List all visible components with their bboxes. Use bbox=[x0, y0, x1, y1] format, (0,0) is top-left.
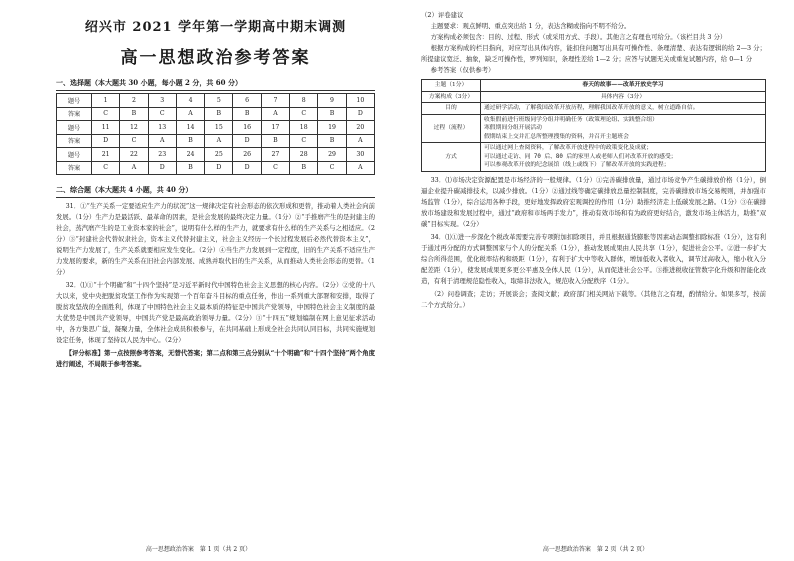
exam-title: 绍兴市 2021 学年第一学期高中期末调测 bbox=[84, 20, 347, 35]
answer-table-cell: 18 bbox=[290, 121, 318, 135]
answer-title: 高一思想政治参考答案 bbox=[120, 48, 311, 68]
parts-label: 方案构成（3分） bbox=[422, 91, 481, 103]
answer-table-cell: B bbox=[205, 107, 233, 121]
reference-label: 参考答案（仅供参考） bbox=[430, 66, 495, 74]
answer-table-cell: 5 bbox=[205, 94, 233, 108]
grading-heading: （2）评卷建议 bbox=[421, 11, 464, 19]
page-2 bbox=[397, 0, 794, 561]
answer-table-cell: 10 bbox=[346, 94, 374, 108]
goal-label: 目的 bbox=[422, 103, 481, 115]
answer-table-cell: B bbox=[290, 161, 318, 175]
answer-table-row-header: 题号 bbox=[57, 121, 92, 135]
answer-table-cell: 13 bbox=[148, 121, 176, 135]
answer-table-cell: A bbox=[346, 161, 374, 175]
form-value: 可以通过网上查阅资料，了解改革开放进程中的政策变化及成就； 可以通过走访、同 70 后、80 后的家里人或老师人们对改革开放的感受； 可以参观改革开放的纪念展馆（线上或线下）了解改革开放的实践进程； bbox=[481, 143, 766, 172]
answer-table-cell: 2 bbox=[120, 94, 148, 108]
answer-table-cell: C bbox=[290, 107, 318, 121]
answer-table-cell: 28 bbox=[290, 148, 318, 162]
answer-table-cell: C bbox=[318, 161, 346, 175]
answer-table-cell: 17 bbox=[261, 121, 289, 135]
page-footer: 高一思想政治答案 第 2 页（共 2 页） bbox=[542, 546, 649, 553]
answer-table-cell: 6 bbox=[233, 94, 261, 108]
answer-table-cell: 19 bbox=[318, 121, 346, 135]
section-multiple-choice-heading: 一、选择题（本大题共 30 小题，每小题 2 分，共 60 分） bbox=[56, 78, 375, 91]
answer-table-cell: 1 bbox=[92, 94, 120, 108]
answer-table-cell: B bbox=[176, 161, 204, 175]
scoring-note: 【评分标准】第一点按照参考答案，无替代答案；第二点和第三点分别从“十个明确”和“十四个坚持”两个角度进行阐述，不局限于参考答案。 bbox=[56, 349, 375, 368]
answer-table-row bbox=[57, 107, 375, 121]
answer-table-cell: B bbox=[318, 134, 346, 148]
answer-table-cell: 7 bbox=[261, 94, 289, 108]
answer-table-row bbox=[57, 161, 375, 175]
answer-table-cell: 21 bbox=[92, 148, 120, 162]
answer-table-cell: C bbox=[148, 107, 176, 121]
answer-table-cell: 27 bbox=[261, 148, 289, 162]
answer-table-cell: 24 bbox=[176, 148, 204, 162]
answer-table-cell: D bbox=[148, 161, 176, 175]
answer-table-cell: D bbox=[205, 161, 233, 175]
answer-table-cell: 20 bbox=[346, 121, 374, 135]
answer-table-row-header: 题号 bbox=[57, 94, 92, 108]
answer-table-cell: 9 bbox=[318, 94, 346, 108]
answer-table-cell: 14 bbox=[176, 121, 204, 135]
answer-table-cell: A bbox=[120, 161, 148, 175]
answer-table-cell: B bbox=[261, 134, 289, 148]
answer-table-cell: B bbox=[233, 107, 261, 121]
answer-table-cell: A bbox=[176, 107, 204, 121]
goal-value: 通过研学活动，了解我国改革开放历程，理解我国改革开放的意义，树立道路自信。 bbox=[481, 103, 766, 115]
answer-table-cell: C bbox=[290, 134, 318, 148]
answer-table-cell: A bbox=[346, 134, 374, 148]
answer-table-row bbox=[57, 121, 375, 135]
content-label: 具体内容（3分） bbox=[481, 91, 766, 103]
answer-table-cell: 3 bbox=[148, 94, 176, 108]
answer-table-row-header: 答案 bbox=[57, 161, 92, 175]
answer-table-cell: A bbox=[205, 134, 233, 148]
answer-table-cell: 30 bbox=[346, 148, 374, 162]
reference-plan-table bbox=[421, 79, 766, 172]
process-label: 过程（流程） bbox=[422, 114, 481, 143]
answer-table-cell: 15 bbox=[205, 121, 233, 135]
form-label: 方式 bbox=[422, 143, 481, 172]
answer-table-cell: 12 bbox=[120, 121, 148, 135]
grading-structure-rule: 方案构成必须包含：目的、过程、形式（或采用方式、手段）。其他言之有理也可给分。（该栏目共 3 分） bbox=[430, 33, 727, 41]
answer-table-cell: C bbox=[92, 107, 120, 121]
answer-table bbox=[56, 93, 375, 175]
answer-table-row-header: 答案 bbox=[57, 107, 92, 121]
answer-table-cell: 26 bbox=[233, 148, 261, 162]
answer-table-cell: 22 bbox=[120, 148, 148, 162]
answer-table-cell: D bbox=[346, 107, 374, 121]
process-value: 收集假前进行班级同学分组并明确任务（政策理论组、实践整合组） 寒假期间分组开展活动 假期结束上交并汇总所整理搜集的资料，并召开主题班会 bbox=[481, 114, 766, 143]
question-34-answer: 34．⑴①进一步深化个税改革需要完善专项附加扣除项目，并且根据通货膨胀等因素动态调整扣除标准（1分），这有利于通过再分配的方式调整国家与个人的分配关系（1分），推动发展成果由人民共享（1分），促进社会公平。②进一步扩大综合所得范围，优化税率结构和级距（1分），有利于扩大中等收入群体，增加低收入者收入，调节过高收入，缩小收入分配差距（1分），使发展成果更多更公平惠及全体人民（1分），从而促进社会公平。③推进税收征管数字化升级和智能化改造，有利于清理规范隐性收入，取缔非法收入，规范收入分配秩序（1分）。 bbox=[421, 232, 766, 285]
question-31-answer: 31．①“生产关系一定要适应生产力的状况”这一规律决定有社会形态的依次形成和更替，推动着人类社会向前发展。（1分）生产力是最活跃、最革命的因素，是社会发展的最终决定力量。（1分）②“手推磨产生的是封建主的社会，蒸汽磨产生的是工业资本家的社会”，说明有什么样的生产力，就要求有什么样的生产关系与之相适应。（2分）③“封建社会代替奴隶社会，资本主义代替封建主义，社会主义经历一个长过程发展后必然代替资本主义”，说明生产力发展了，生产关系就要相应发生变化。（2分）④当生产力发展到一定程度，旧的生产关系不适应生产力发展的要求，新的生产关系在旧社会内部发展、成熟并取代旧的生产关系，从而推动人类社会形态的更替。（1分） bbox=[56, 202, 375, 276]
page-footer: 高一思想政治答案 第 1 页（共 2 页） bbox=[145, 546, 252, 553]
answer-table-cell: D bbox=[92, 134, 120, 148]
answer-table-cell: 16 bbox=[233, 121, 261, 135]
answer-table-cell: A bbox=[148, 134, 176, 148]
answer-table-cell: D bbox=[233, 134, 261, 148]
section-comprehensive-heading: 二、综合题（本大题共 4 小题，共 40 分） bbox=[56, 185, 375, 198]
grading-theme-rule: 主题要求：观点鲜明、重点突出给 1 分，表达含糊或指向不明不给分。 bbox=[430, 22, 631, 30]
answer-table-cell: 11 bbox=[92, 121, 120, 135]
grading-content-rule: 根据方案构成的栏目指向，对应写出具体内容，能扣住问题写出具有可操作性、条理清楚、表达有逻辑的给 2—3 分；所提建议宽泛、抽象，缺乏可操作性，罗列知识，条理性差给 1—2 分；应答与试题无关或重复试题内容，给 0—1 分 bbox=[421, 44, 766, 63]
question-34-part2-answer: （2）问卷调查；走访；开展谈会；查阅文献；政府部门相关网站下载等。（其他言之有理，酌情给分。如果多写，按前二个方式给分。） bbox=[421, 289, 766, 309]
theme-label: 主题（1分） bbox=[422, 80, 481, 92]
answer-table-cell: C bbox=[120, 134, 148, 148]
answer-table-cell: 25 bbox=[205, 148, 233, 162]
answer-table-row bbox=[57, 94, 375, 108]
answer-table-row bbox=[57, 148, 375, 162]
answer-table-cell: D bbox=[233, 161, 261, 175]
answer-table-row-header: 答案 bbox=[57, 134, 92, 148]
answer-table-cell: B bbox=[120, 107, 148, 121]
answer-table-cell: 23 bbox=[148, 148, 176, 162]
answer-table-cell: C bbox=[261, 161, 289, 175]
answer-table-cell: 8 bbox=[290, 94, 318, 108]
answer-table-cell: C bbox=[92, 161, 120, 175]
question-33-answer: 33．⑴市场决定资源配置是市场经济的一般规律。（1分）①完善碳排放量，通过市场竞争产生碳排放价格（1分），倒逼企业提升碳减排技术，以减少排放。（1分）②通过线等确定碳排放总量控制制度，完善碳排放市场交易规则，并加强市场监管（1分），综合运用各种手段，更好地发挥政府宏观调控的作用（1分）助推经济走上低碳发展之路。（1分）③在碳排放市场建设和发展过程中，通过“政府和市场两手发力”，推动有效市场和有为政府更好结合，激发市场主体活力，助推“双碳”目标实现。（2分） bbox=[421, 175, 766, 228]
answer-table-cell: B bbox=[176, 134, 204, 148]
answer-table-row bbox=[57, 134, 375, 148]
answer-table-cell: A bbox=[261, 107, 289, 121]
theme-value: 春天的故事——改革开放史学习 bbox=[481, 80, 766, 92]
answer-table-row-header: 题号 bbox=[57, 148, 92, 162]
answer-table-cell: B bbox=[318, 107, 346, 121]
answer-table-cell: 4 bbox=[176, 94, 204, 108]
question-32-answer: 32．⑴①“十个明确”和“十四个坚持”是习近平新时代中国特色社会主义思想的核心内容。（2分）②党的十八大以来，党中央把脱贫攻坚工作作为实现第一个百年奋斗目标的重点任务，作出一系列重大部署和安排，取得了脱贫攻坚战的全面胜利，体现了中国特色社会主义最本质的特征是中国共产党领导，中国特色社会主义制度的最大优势是中国共产党领导，中国共产党是最高政治领导力量。（2分）③“十四五”规划编制在网上意见征求活动中，各方集思广益，凝聚力量，全体社会成员积极参与，在共同基础上形成全社会共同认同目标，共同实施规划设定任务，体现了坚持以人民为中心。（2分） bbox=[56, 281, 375, 344]
answer-table-cell: 29 bbox=[318, 148, 346, 162]
